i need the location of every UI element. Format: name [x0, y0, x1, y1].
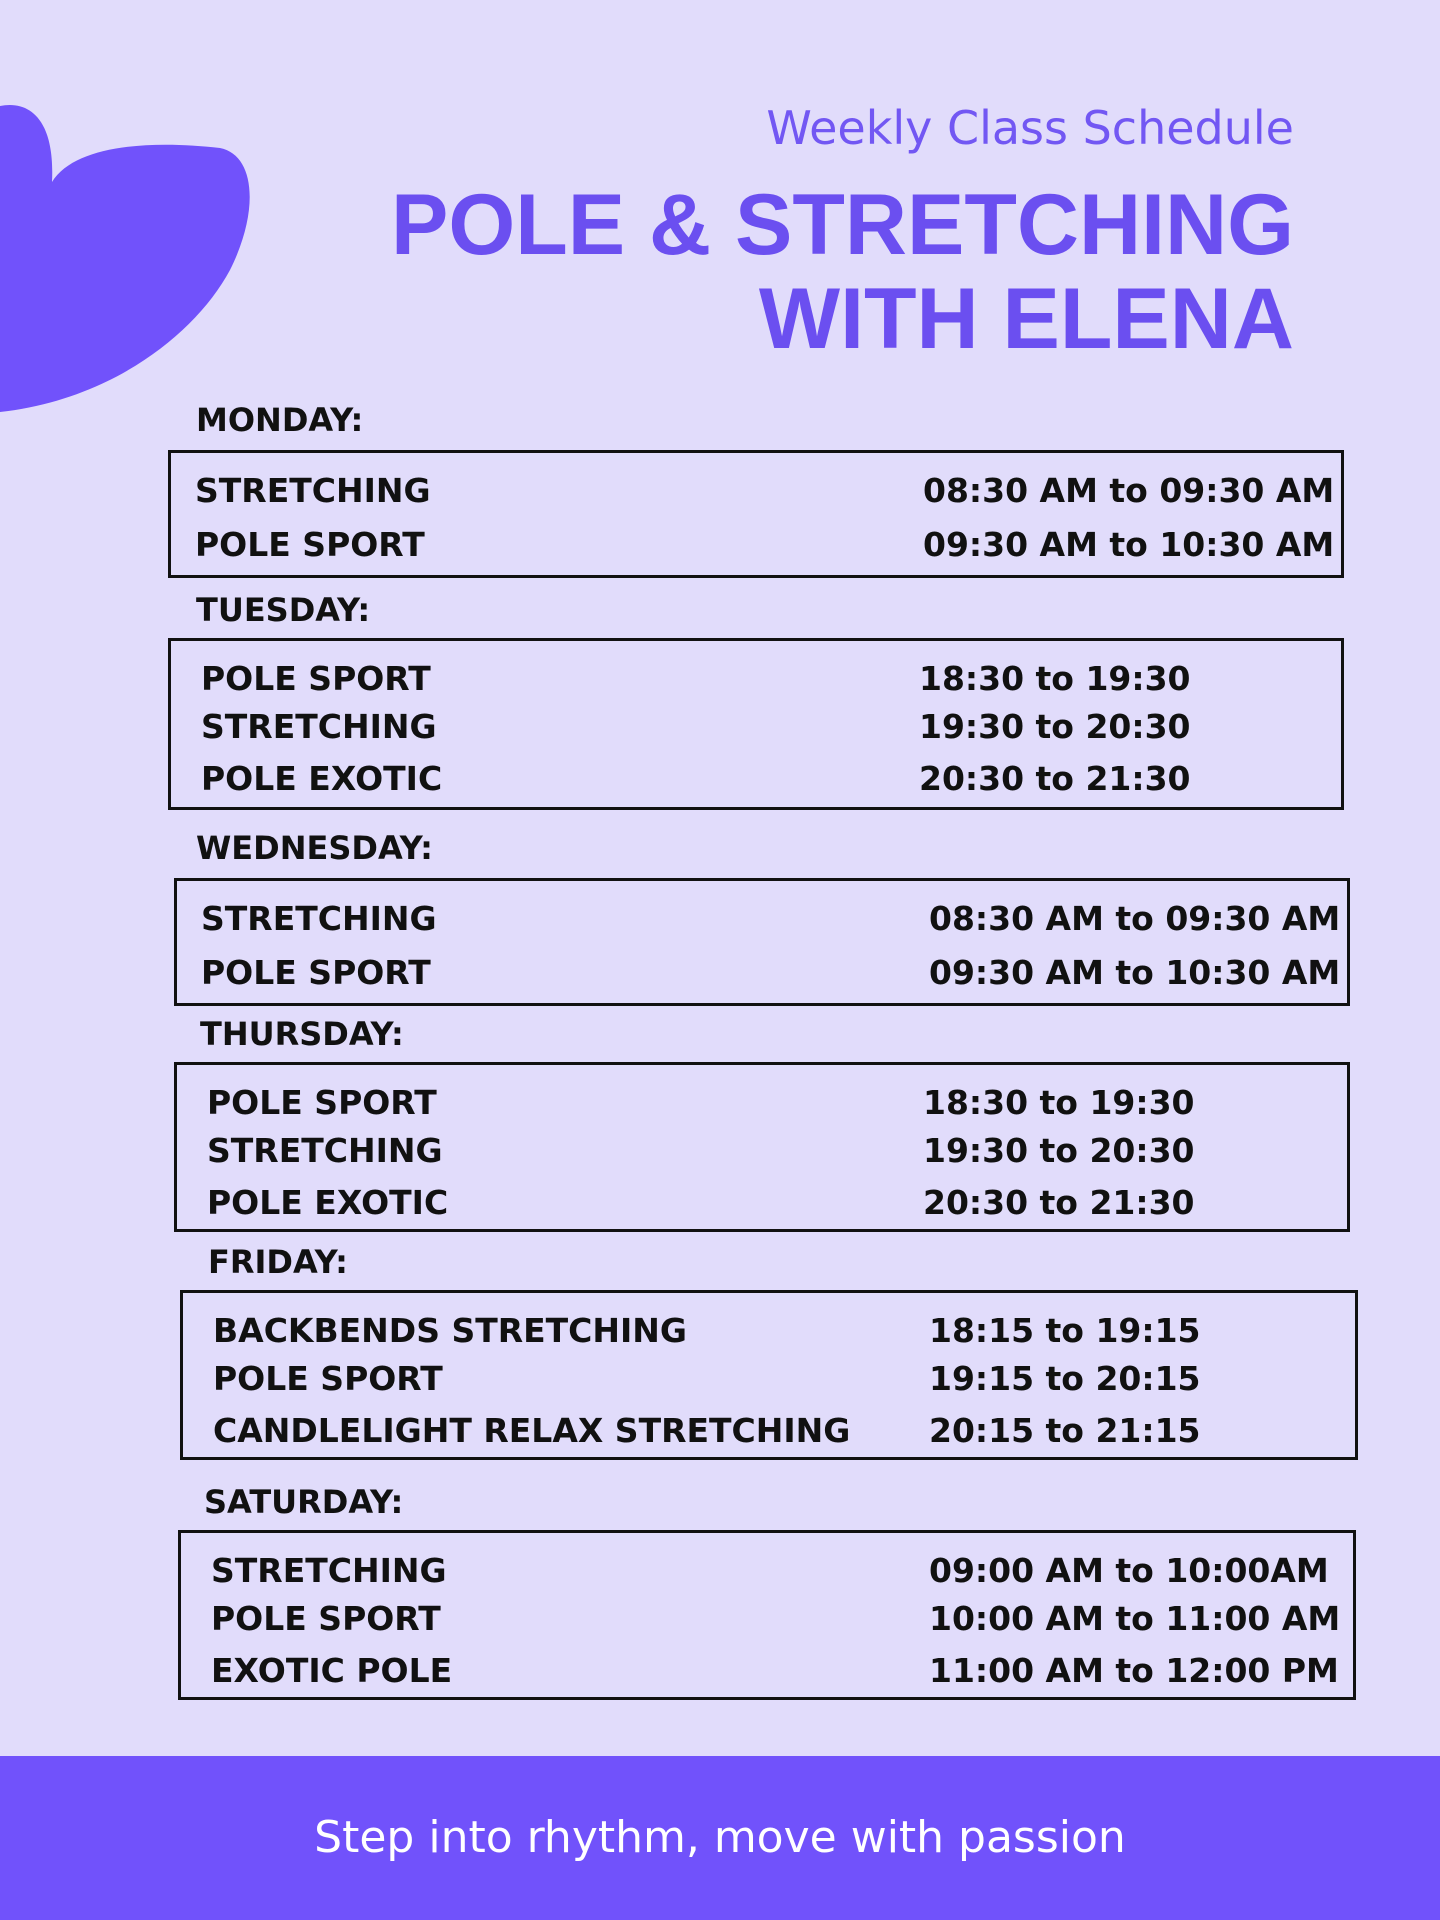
class-row: [183, 1357, 1355, 1401]
class-time: 08:30 AM to 09:30 AM: [923, 471, 1335, 510]
class-name: POLE SPORT: [207, 1083, 437, 1122]
class-row: [177, 897, 1347, 941]
class-row: [181, 1597, 1353, 1641]
day-label-thursday: THURSDAY:: [200, 1015, 404, 1053]
class-time: 08:30 AM to 09:30 AM: [929, 899, 1341, 938]
class-time: 18:30 to 19:30: [923, 1083, 1195, 1122]
class-time: 09:30 AM to 10:30 AM: [929, 953, 1341, 992]
class-row: [171, 469, 1341, 513]
class-name: STRETCHING: [195, 471, 431, 510]
class-name: POLE SPORT: [201, 659, 431, 698]
class-time: 18:30 to 19:30: [919, 659, 1191, 698]
class-time: 20:30 to 21:30: [919, 759, 1191, 798]
class-time: 19:30 to 20:30: [919, 707, 1191, 746]
class-row: [181, 1649, 1353, 1693]
footer-tagline: Step into rhythm, move with passion: [314, 1812, 1126, 1863]
schedule-subtitle: Weekly Class Schedule: [766, 101, 1294, 155]
class-time: 20:15 to 21:15: [929, 1411, 1201, 1450]
class-name: STRETCHING: [201, 899, 437, 938]
class-name: STRETCHING: [211, 1551, 447, 1590]
schedule-box-saturday: [178, 1530, 1356, 1700]
class-row: [177, 1181, 1347, 1225]
class-time: 10:00 AM to 11:00 AM: [929, 1599, 1341, 1638]
class-time: 19:15 to 20:15: [929, 1359, 1201, 1398]
class-row: [183, 1309, 1355, 1353]
schedule-box-thursday: [174, 1062, 1350, 1232]
footer-banner: [0, 1756, 1440, 1920]
class-name: CANDLELIGHT RELAX STRETCHING: [213, 1411, 851, 1450]
day-label-saturday: SATURDAY:: [204, 1483, 404, 1521]
schedule-box-tuesday: [168, 638, 1344, 810]
class-time: 19:30 to 20:30: [923, 1131, 1195, 1170]
class-row: [171, 705, 1341, 749]
class-name: POLE SPORT: [213, 1359, 443, 1398]
schedule-box-monday: [168, 450, 1344, 578]
day-label-wednesday: WEDNESDAY:: [196, 829, 433, 867]
day-label-friday: FRIDAY:: [208, 1243, 348, 1281]
class-name: POLE EXOTIC: [201, 759, 443, 798]
title-line-1: POLE & STRETCHING: [390, 177, 1294, 273]
class-time: 18:15 to 19:15: [929, 1311, 1201, 1350]
class-name: BACKBENDS STRETCHING: [213, 1311, 688, 1350]
schedule-box-wednesday: [174, 878, 1350, 1006]
class-row: [183, 1409, 1355, 1453]
class-row: [171, 523, 1341, 567]
class-row: [177, 951, 1347, 995]
class-time: 09:00 AM to 10:00AM: [929, 1551, 1329, 1590]
class-name: STRETCHING: [201, 707, 437, 746]
page-title: [391, 178, 1294, 366]
day-label-monday: MONDAY:: [196, 401, 364, 439]
class-row: [171, 657, 1341, 701]
class-time: 09:30 AM to 10:30 AM: [923, 525, 1335, 564]
class-name: STRETCHING: [207, 1131, 443, 1170]
class-row: [177, 1081, 1347, 1125]
class-row: [177, 1129, 1347, 1173]
class-time: 20:30 to 21:30: [923, 1183, 1195, 1222]
schedule-box-friday: [180, 1290, 1358, 1460]
class-name: EXOTIC POLE: [211, 1651, 453, 1690]
class-name: POLE SPORT: [195, 525, 425, 564]
class-row: [171, 757, 1341, 801]
title-line-2: WITH ELENA: [758, 271, 1294, 367]
heart-shape-decoration: [0, 100, 260, 420]
class-name: POLE SPORT: [211, 1599, 441, 1638]
day-label-tuesday: TUESDAY:: [196, 591, 371, 629]
class-name: POLE EXOTIC: [207, 1183, 449, 1222]
class-row: [181, 1549, 1353, 1593]
class-name: POLE SPORT: [201, 953, 431, 992]
class-time: 11:00 AM to 12:00 PM: [929, 1651, 1339, 1690]
